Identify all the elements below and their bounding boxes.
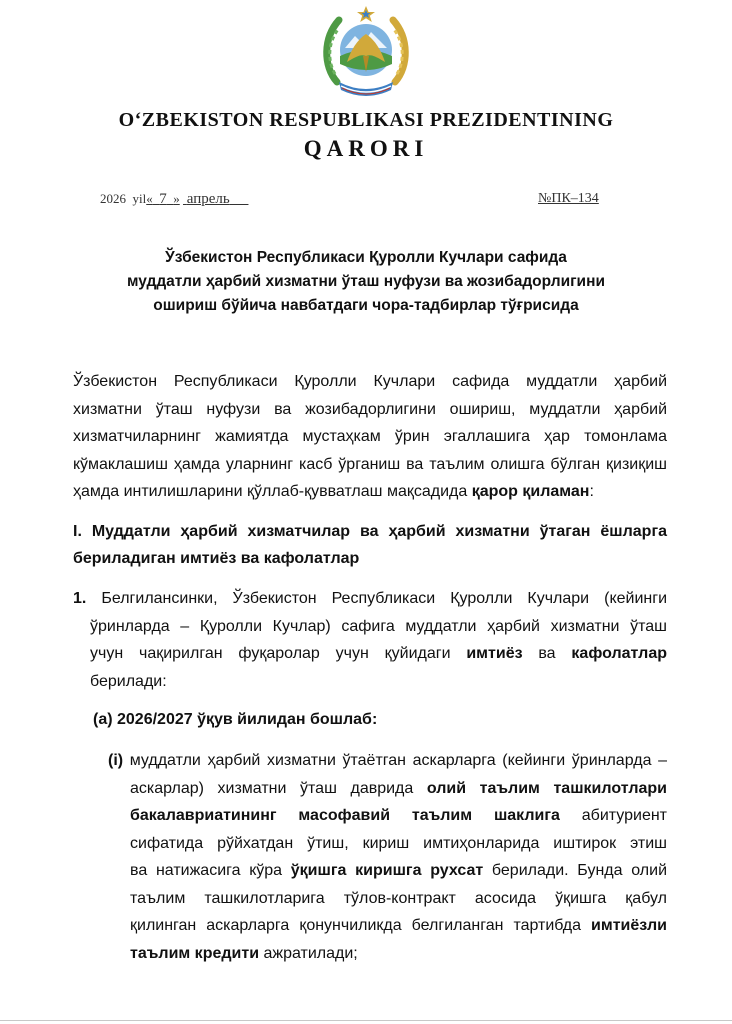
- item-number: 1.: [73, 590, 87, 607]
- item-1: [73, 585, 667, 695]
- subitem-i-line: аскарлар) хизматни ўташ даврида олий таълим ташкилотлари: [130, 779, 668, 797]
- item-1-line: учун чақирилган фуқаролар учун қуйидаги имтиёз ва кафолатлар: [90, 645, 667, 662]
- subitem-i-line: сифатида рўйхатдан ўтиш, кириш имтиҳонларида иштирок этиш: [130, 834, 667, 852]
- preamble: [73, 368, 667, 506]
- date-close-quote: »: [173, 191, 180, 206]
- date-month: апрель: [186, 191, 230, 207]
- subitem-i-line: ва натижасига кўра ўқишга киришга рухсат берилади. Бунда олий: [130, 862, 668, 879]
- preamble-line: ҳамда интилишларини қўллаб-қувватлаш мақсадида қарор қиламан:: [73, 483, 594, 500]
- item-1-line: берилади:: [90, 672, 167, 690]
- subitem-a: (а) 2026/2027 ўқув йилидан бошлаб:: [93, 711, 378, 728]
- preamble-line: хизматчиларнинг жамиятда мустаҳкам ўрин эгаллашига ҳар томонлама: [73, 428, 667, 445]
- subitem-i-line: (i) муддатли ҳарбий хизматни ўтаётган аскарларга (кейинги ўринларда –: [108, 752, 667, 769]
- date-open-quote: «: [146, 191, 153, 206]
- date-yil: yil: [132, 191, 147, 206]
- issuer-title: O‘ZBEKISTON RESPUBLIKASI PREZIDENTINING: [118, 109, 614, 131]
- subject-line: ошириш бўйича навбатдаги чора-тадбирлар тўғрисида: [153, 297, 579, 314]
- date-line: [100, 191, 248, 208]
- section-heading-line: I. Муддатли ҳарбий хизматчилар ва ҳарбий хизматни ўтаган ёшларга: [73, 523, 667, 540]
- subject-line: Ўзбекистон Республикаси Қуролли Кучлари сафида: [165, 249, 567, 266]
- document-subject: [90, 246, 642, 318]
- date-day: 7: [159, 191, 167, 207]
- preamble-line: хизматни ўташ нуфузи ва жозибадорлигини ошириш, муддатли ҳарбий: [73, 400, 667, 418]
- section-heading-line: бериладиган имтиёз ва кафолатлар: [73, 550, 360, 567]
- subitem-i-line: таълим кредити ажратилади;: [130, 944, 358, 962]
- document-type: QARORI: [303, 136, 429, 161]
- item-1-line: 1. Белгилансинки, Ўзбекистон Республикаси Қуролли Кучлари (кейинги: [73, 590, 667, 607]
- subitem-i-line: бакалавриатининг масофавий таълим шаклига абитуриент: [130, 807, 667, 824]
- decision-phrase: қарор қиламан: [471, 483, 590, 500]
- preamble-line: Ўзбекистон Республикаси Қуролли Кучлари сафида муддатли ҳарбий: [73, 373, 667, 390]
- state-emblem: [317, 4, 415, 100]
- item-1-line: ўринларда – Қуролли Кучлар) сафига муддатли ҳарбий хизматни ўташ: [90, 617, 667, 635]
- subitem-i-line: таълим ташкилотларига тўлов-контракт асосида ўқишга қабул: [130, 889, 667, 907]
- preamble-line: кўмаклашиш ҳамда уларнинг касб ўрганиш ва таълим олишга бўлган қизиқиш: [73, 455, 667, 473]
- subject-line: муддатли ҳарбий хизматни ўташ нуфузи ва жозибадорлигини: [127, 273, 605, 290]
- date-year: 2026: [100, 191, 126, 206]
- section-heading: [73, 518, 667, 572]
- subitem-i: [108, 747, 667, 967]
- page-bottom-divider: [0, 1020, 732, 1021]
- document-number: №ПК–134: [538, 191, 599, 206]
- subitem-marker: (i): [108, 752, 124, 769]
- subitem-i-line: қилинган аскарларга қонунчиликда белгиланган тартибда имтиёзли: [130, 917, 667, 934]
